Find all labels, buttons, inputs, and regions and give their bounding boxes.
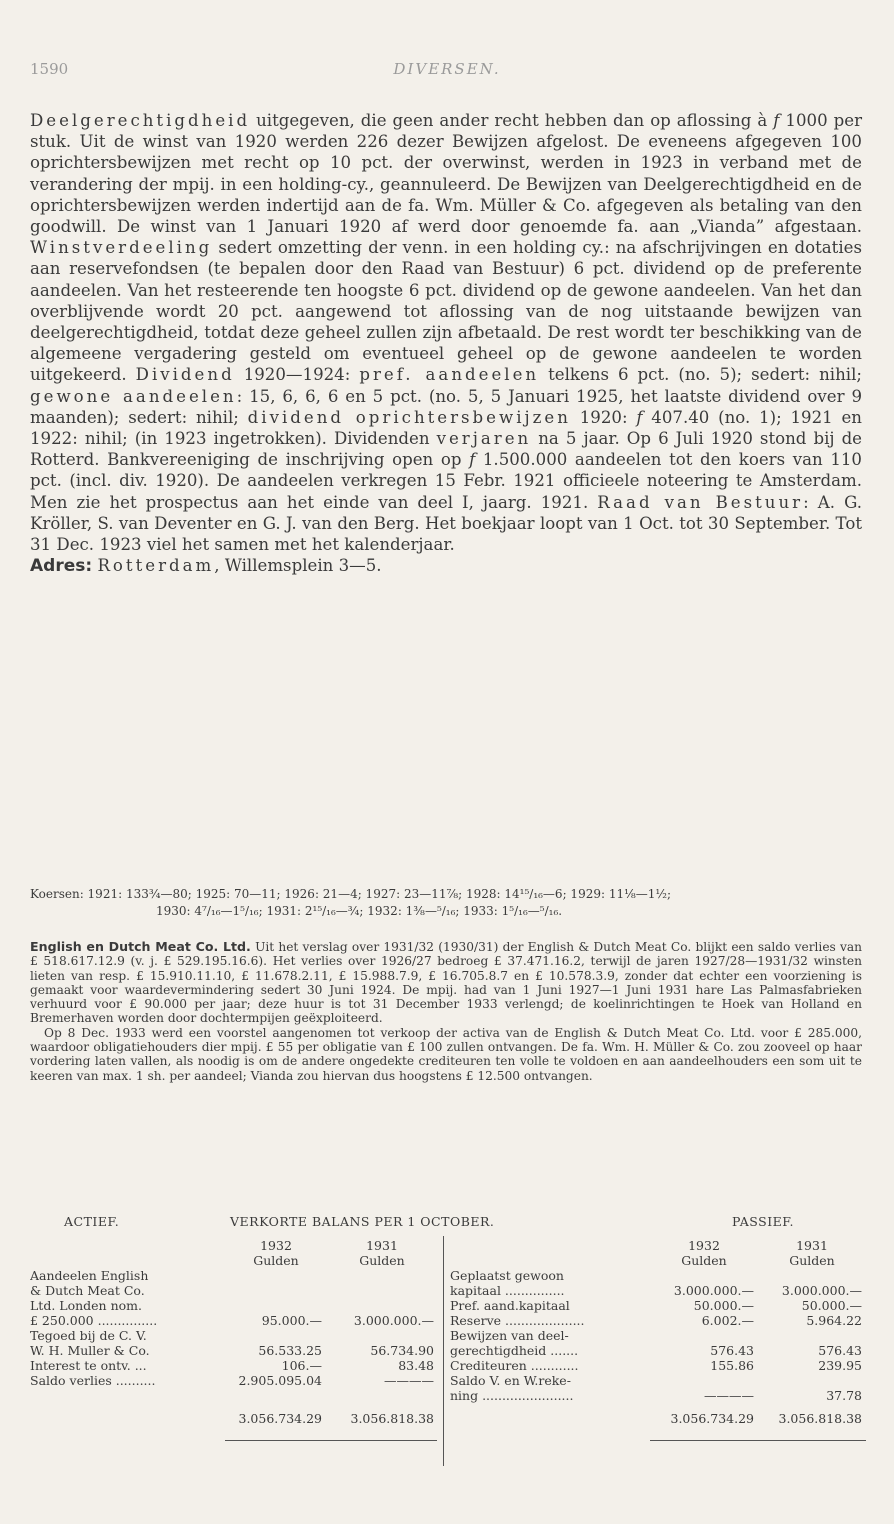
row-label: Pref. aand.kapitaal <box>450 1298 570 1313</box>
address-line <box>30 555 862 577</box>
english-paragraph-1 <box>30 940 862 1026</box>
row-value-b <box>758 1328 866 1343</box>
text-run: uitgegeven, die geen ander recht hebben dan op aflossing à <box>250 111 774 130</box>
text-run: 1920—1924: <box>234 365 360 385</box>
row-label: Bewijzen van deel- <box>450 1328 569 1343</box>
row-value-a: 3.000.000.— <box>673 1283 754 1298</box>
row-value-b <box>758 1373 866 1388</box>
text-run: telkens 6 pct. (no. 5); sedert: nihil; <box>539 365 862 385</box>
text-run: na 5 jaar. Op 6 Juli 1920 stond bij de Rotterd. Bankvereeniging de inschrijving open op <box>30 429 863 470</box>
company-name: English en Dutch Meat Co. Ltd. <box>30 939 251 954</box>
unit-col-b: Gulden <box>789 1253 835 1268</box>
term-dividend: Dividend <box>135 365 235 385</box>
unit-header-row <box>30 1253 438 1268</box>
row-label: Reserve .................... <box>450 1313 585 1328</box>
term-verjaren: verjaren <box>436 429 532 449</box>
row-value-b: 3.000.000.— <box>781 1283 862 1298</box>
total-value-a: 3.056.734.29 <box>670 1411 754 1426</box>
row-label: Interest te ontv. ... <box>30 1358 147 1373</box>
year-col-b: 1931 <box>366 1238 398 1253</box>
term-raad-van-bestuur: Raad van Bestuur <box>597 492 804 512</box>
row-value-b <box>758 1268 866 1283</box>
term-winstverdeeling: Winstverdeeling <box>30 238 213 258</box>
balance-row <box>30 1358 438 1373</box>
year-col-a: 1932 <box>688 1238 720 1253</box>
row-label: Ltd. Londen nom. <box>30 1298 142 1313</box>
row-value-a <box>226 1328 326 1343</box>
running-head: DIVERSEN. <box>393 60 501 78</box>
row-value-a: 6.002.— <box>701 1313 754 1328</box>
koersen-line-1: Koersen: 1921: 133¾—80; 1925: 70—11; 1926: 21—4; 1927: 23—11⅞; 1928: 14¹⁵/₁₆—6; 1929: 11⅛—1½; <box>30 887 672 901</box>
balance-row <box>30 1268 438 1283</box>
row-value-a <box>650 1328 758 1343</box>
row-value-a: 95.000.— <box>261 1313 322 1328</box>
row-value-b: 37.78 <box>826 1388 862 1403</box>
row-value-b: 239.95 <box>818 1358 862 1373</box>
row-label: Geplaatst gewoon <box>450 1268 564 1283</box>
row-value-a <box>226 1268 326 1283</box>
row-value-a: 2.905.095.04 <box>238 1373 322 1388</box>
balance-row <box>450 1313 866 1328</box>
text-run: 1.500.000 aandeelen tot den koers van 110 pct. (incl. div. 1920). De aandeelen verkregen 15 Febr. 1921 officieele noteering te Amsterdam. Men zie het prospectus aan het einde van deel I, jaarg. 1921. <box>30 450 862 512</box>
balance-row <box>450 1343 866 1358</box>
passief-heading: PASSIEF. <box>732 1214 794 1229</box>
address-city: Rotterdam <box>97 556 215 576</box>
row-label: Crediteuren ............ <box>450 1358 579 1373</box>
text-run: 407.40 (no. 1); 1921 en 1922: nihil; (in 1923 ingetrokken). Dividenden <box>30 407 862 449</box>
total-label-cell <box>30 1403 226 1426</box>
row-value-a <box>650 1268 758 1283</box>
balance-row <box>450 1388 866 1403</box>
row-label: gerechtigdheid ....... <box>450 1343 579 1358</box>
row-label: & Dutch Meat Co. <box>30 1283 145 1298</box>
koersen-block <box>30 886 862 920</box>
term-dividend-oprichtersbewijzen: dividend oprichtersbewijzen <box>247 407 571 427</box>
passief-table <box>450 1238 866 1426</box>
row-value-a: 576.43 <box>710 1343 754 1358</box>
page-header <box>30 60 864 84</box>
row-value-b: 56.734.90 <box>370 1343 434 1358</box>
balance-row <box>30 1298 438 1313</box>
row-label: Saldo verlies .......... <box>30 1373 156 1388</box>
row-label: ning ....................... <box>450 1388 574 1403</box>
spacer-row <box>30 1388 438 1403</box>
balance-row <box>450 1298 866 1313</box>
row-value-a <box>226 1298 326 1313</box>
vianda-article-text <box>30 110 862 577</box>
row-value-b <box>326 1283 438 1298</box>
term-pref-aandeelen: pref. aandeelen <box>359 365 540 385</box>
balance-row <box>450 1328 866 1343</box>
text-run: : A. G. Kröller, S. van Deventer en G. J. van den Berg. Het boekjaar loopt van 1 Oct. tot 30 September. Tot 31 Dec. 1923 viel het samen met het kalenderjaar. <box>30 492 863 555</box>
balance-row <box>30 1373 438 1388</box>
row-value-b: 576.43 <box>818 1343 862 1358</box>
total-row <box>450 1403 866 1426</box>
row-value-b <box>326 1298 438 1313</box>
row-value-a <box>650 1373 758 1388</box>
total-label-cell <box>450 1403 650 1426</box>
unit-header-row <box>450 1253 866 1268</box>
year-col-b: 1931 <box>796 1238 828 1253</box>
balance-row <box>450 1268 866 1283</box>
row-value-b <box>326 1268 438 1283</box>
text-run: sedert omzetting der venn. in een holding cy.: na afschrijvingen en dotaties aan reservefondsen (te bepalen door den Raad van Bestuur) 6 pct. dividend op de preferente aandeelen. Van het resteerende ten hoogste 6 pct. dividend op de gewone aandeelen. Van het dan overblijvende wordt 20 pct. aangewend tot aflossing van de nog uitstaande bewijzen van deelgerechtigdheid, totdat deze geheel zullen zijn afbetaald. De rest wordt ter beschikking van de algemeene vergadering gesteld om eventueel geheel op de gewone aandeelen te worden uitgekeerd. <box>30 238 862 385</box>
address-label: Adres: <box>30 556 93 577</box>
balance-row <box>450 1358 866 1373</box>
year-col-a: 1932 <box>260 1238 292 1253</box>
page-number: 1590 <box>30 60 69 78</box>
row-label: Aandeelen English <box>30 1268 149 1283</box>
row-label: Saldo V. en W.reke- <box>450 1373 571 1388</box>
total-row <box>30 1403 438 1426</box>
total-value-b: 3.056.818.38 <box>778 1411 862 1426</box>
term-gewone-aandeelen: gewone aandeelen <box>30 386 237 406</box>
balance-row <box>30 1328 438 1343</box>
row-value-b: 83.48 <box>398 1358 434 1373</box>
balance-row <box>30 1343 438 1358</box>
row-label: Tegoed bij de C. V. <box>30 1328 147 1343</box>
balance-row <box>30 1313 438 1328</box>
year-header-row <box>30 1238 438 1253</box>
unit-col-a: Gulden <box>681 1253 727 1268</box>
total-value-b: 3.056.818.38 <box>350 1411 434 1426</box>
row-value-a <box>226 1283 326 1298</box>
florin-sign: f <box>636 407 643 427</box>
row-value-a: 155.86 <box>710 1358 754 1373</box>
text-run: 1000 per stuk. Uit de winst van 1920 werden 226 dezer Bewijzen afgelost. De eveneens afgegeven 100 oprichtersbewijzen met recht op 10 pct. der overwinst, werden in 1923 in verband met de verandering der mpij. in een holding-cy., geannuleerd. De Bewijzen van Deelgerechtigdheid en de oprichtersbewijzen werden indertijd aan de fa. Wm. Müller & Co. afgegeven als betaling van den goodwill. De winst van 1 Januari 1920 af werd door genoemde fa. aan „Vianda” afgestaan. <box>30 111 862 237</box>
balance-row <box>450 1283 866 1298</box>
unit-col-b: Gulden <box>359 1253 405 1268</box>
row-value-b <box>326 1328 438 1343</box>
article-paragraph <box>30 110 862 555</box>
total-rule-right <box>650 1440 866 1441</box>
row-label: W. H. Muller & Co. <box>30 1343 150 1358</box>
row-value-a: 106.— <box>281 1358 322 1373</box>
balance-sheet <box>30 1214 866 1474</box>
balance-title: VERKORTE BALANS PER 1 OCTOBER. <box>230 1214 495 1229</box>
koersen-line-2: 1930: 4⁷/₁₆—1⁵/₁₆; 1931: 2¹⁵/₁₆—¾; 1932: 1⅜—⁵/₁₆; 1933: 1⁵/₁₆—⁵/₁₆. <box>156 904 563 918</box>
english-paragraph-2: Op 8 Dec. 1933 werd een voorstel aangenomen tot verkoop der activa van de English & Dutch Meat Co. Ltd. voor £ 285.000, waardoor obligatiehouders dier mpij. £ 55 per obligatie van £ 100 zullen ontvangen. De fa. Wm. H. Müller & Co. zou zooveel op haar vordering laten vallen, als noodig is om de andere ongedekte crediteuren ten volle te voldoen en aan aandeelhouders een som uit te keeren van max. 1 sh. per aandeel; Vianda zou hiervan dus hoogstens £ 12.500 ontvangen. <box>30 1025 862 1083</box>
florin-sign: f <box>773 111 780 130</box>
row-label: kapitaal ............... <box>450 1283 565 1298</box>
row-value-b: ———— <box>384 1373 434 1388</box>
row-value-a: 56.533.25 <box>258 1343 322 1358</box>
unit-col-a: Gulden <box>253 1253 299 1268</box>
row-value-a: ———— <box>704 1388 754 1403</box>
address-street: , Willemsplein 3—5. <box>214 556 382 576</box>
balance-row <box>30 1283 438 1298</box>
text-run: 1920: <box>570 407 637 427</box>
row-value-b: 5.964.22 <box>806 1313 862 1328</box>
english-dutch-meat-section <box>30 940 862 1083</box>
spacer-cell <box>30 1388 438 1403</box>
row-value-b: 50.000.— <box>801 1298 862 1313</box>
row-value-b: 3.000.000.— <box>353 1313 434 1328</box>
total-value-a: 3.056.734.29 <box>238 1411 322 1426</box>
term-deelgerechtigdheid: Deelgerechtigdheid <box>30 111 251 130</box>
actief-table <box>30 1238 438 1426</box>
text-run: Uit het verslag over 1931/32 (1930/31) der English & Dutch Meat Co. blijkt een saldo verlies van £ 518.617.12.9 (v. j. £ 529.195.16.6). Het verlies over 1926/27 bedroeg £ 37.471.16.2, terwijl de jaren 1927/28—1931/32 winsten lieten van resp. £ 15.910.11.10, £ 11.678.2.11, £ 15.988.7.9, £ 16.705.8.7 en £ 10.578.3.9, zonder dat echter een voorziening is gemaakt voor waardevermindering sedert 30 Juni 1924. De mpij. had van 1 Juni 1927—1 Juni 1931 hare Las Palmasfabrieken verhuurd voor £ 90.000 per jaar; deze huur is tot 31 December 1933 verlengd; de koelinrichtingen te Hoek van Holland en Bremerhaven worden door dochtermpijen geëxploiteerd. <box>30 940 863 1026</box>
row-label: £ 250.000 ............... <box>30 1313 158 1328</box>
florin-sign: f <box>469 450 476 470</box>
balance-row <box>450 1373 866 1388</box>
year-header-row <box>450 1238 866 1253</box>
row-value-a: 50.000.— <box>693 1298 754 1313</box>
column-divider <box>443 1236 444 1466</box>
text-run: : 15, 6, 6, 6 en 5 pct. (no. 5, 5 Januari 1925, het laatste dividend over 9 maanden); sedert: nihil; <box>30 386 862 427</box>
total-rule-left <box>225 1440 437 1441</box>
actief-heading: ACTIEF. <box>64 1214 120 1229</box>
